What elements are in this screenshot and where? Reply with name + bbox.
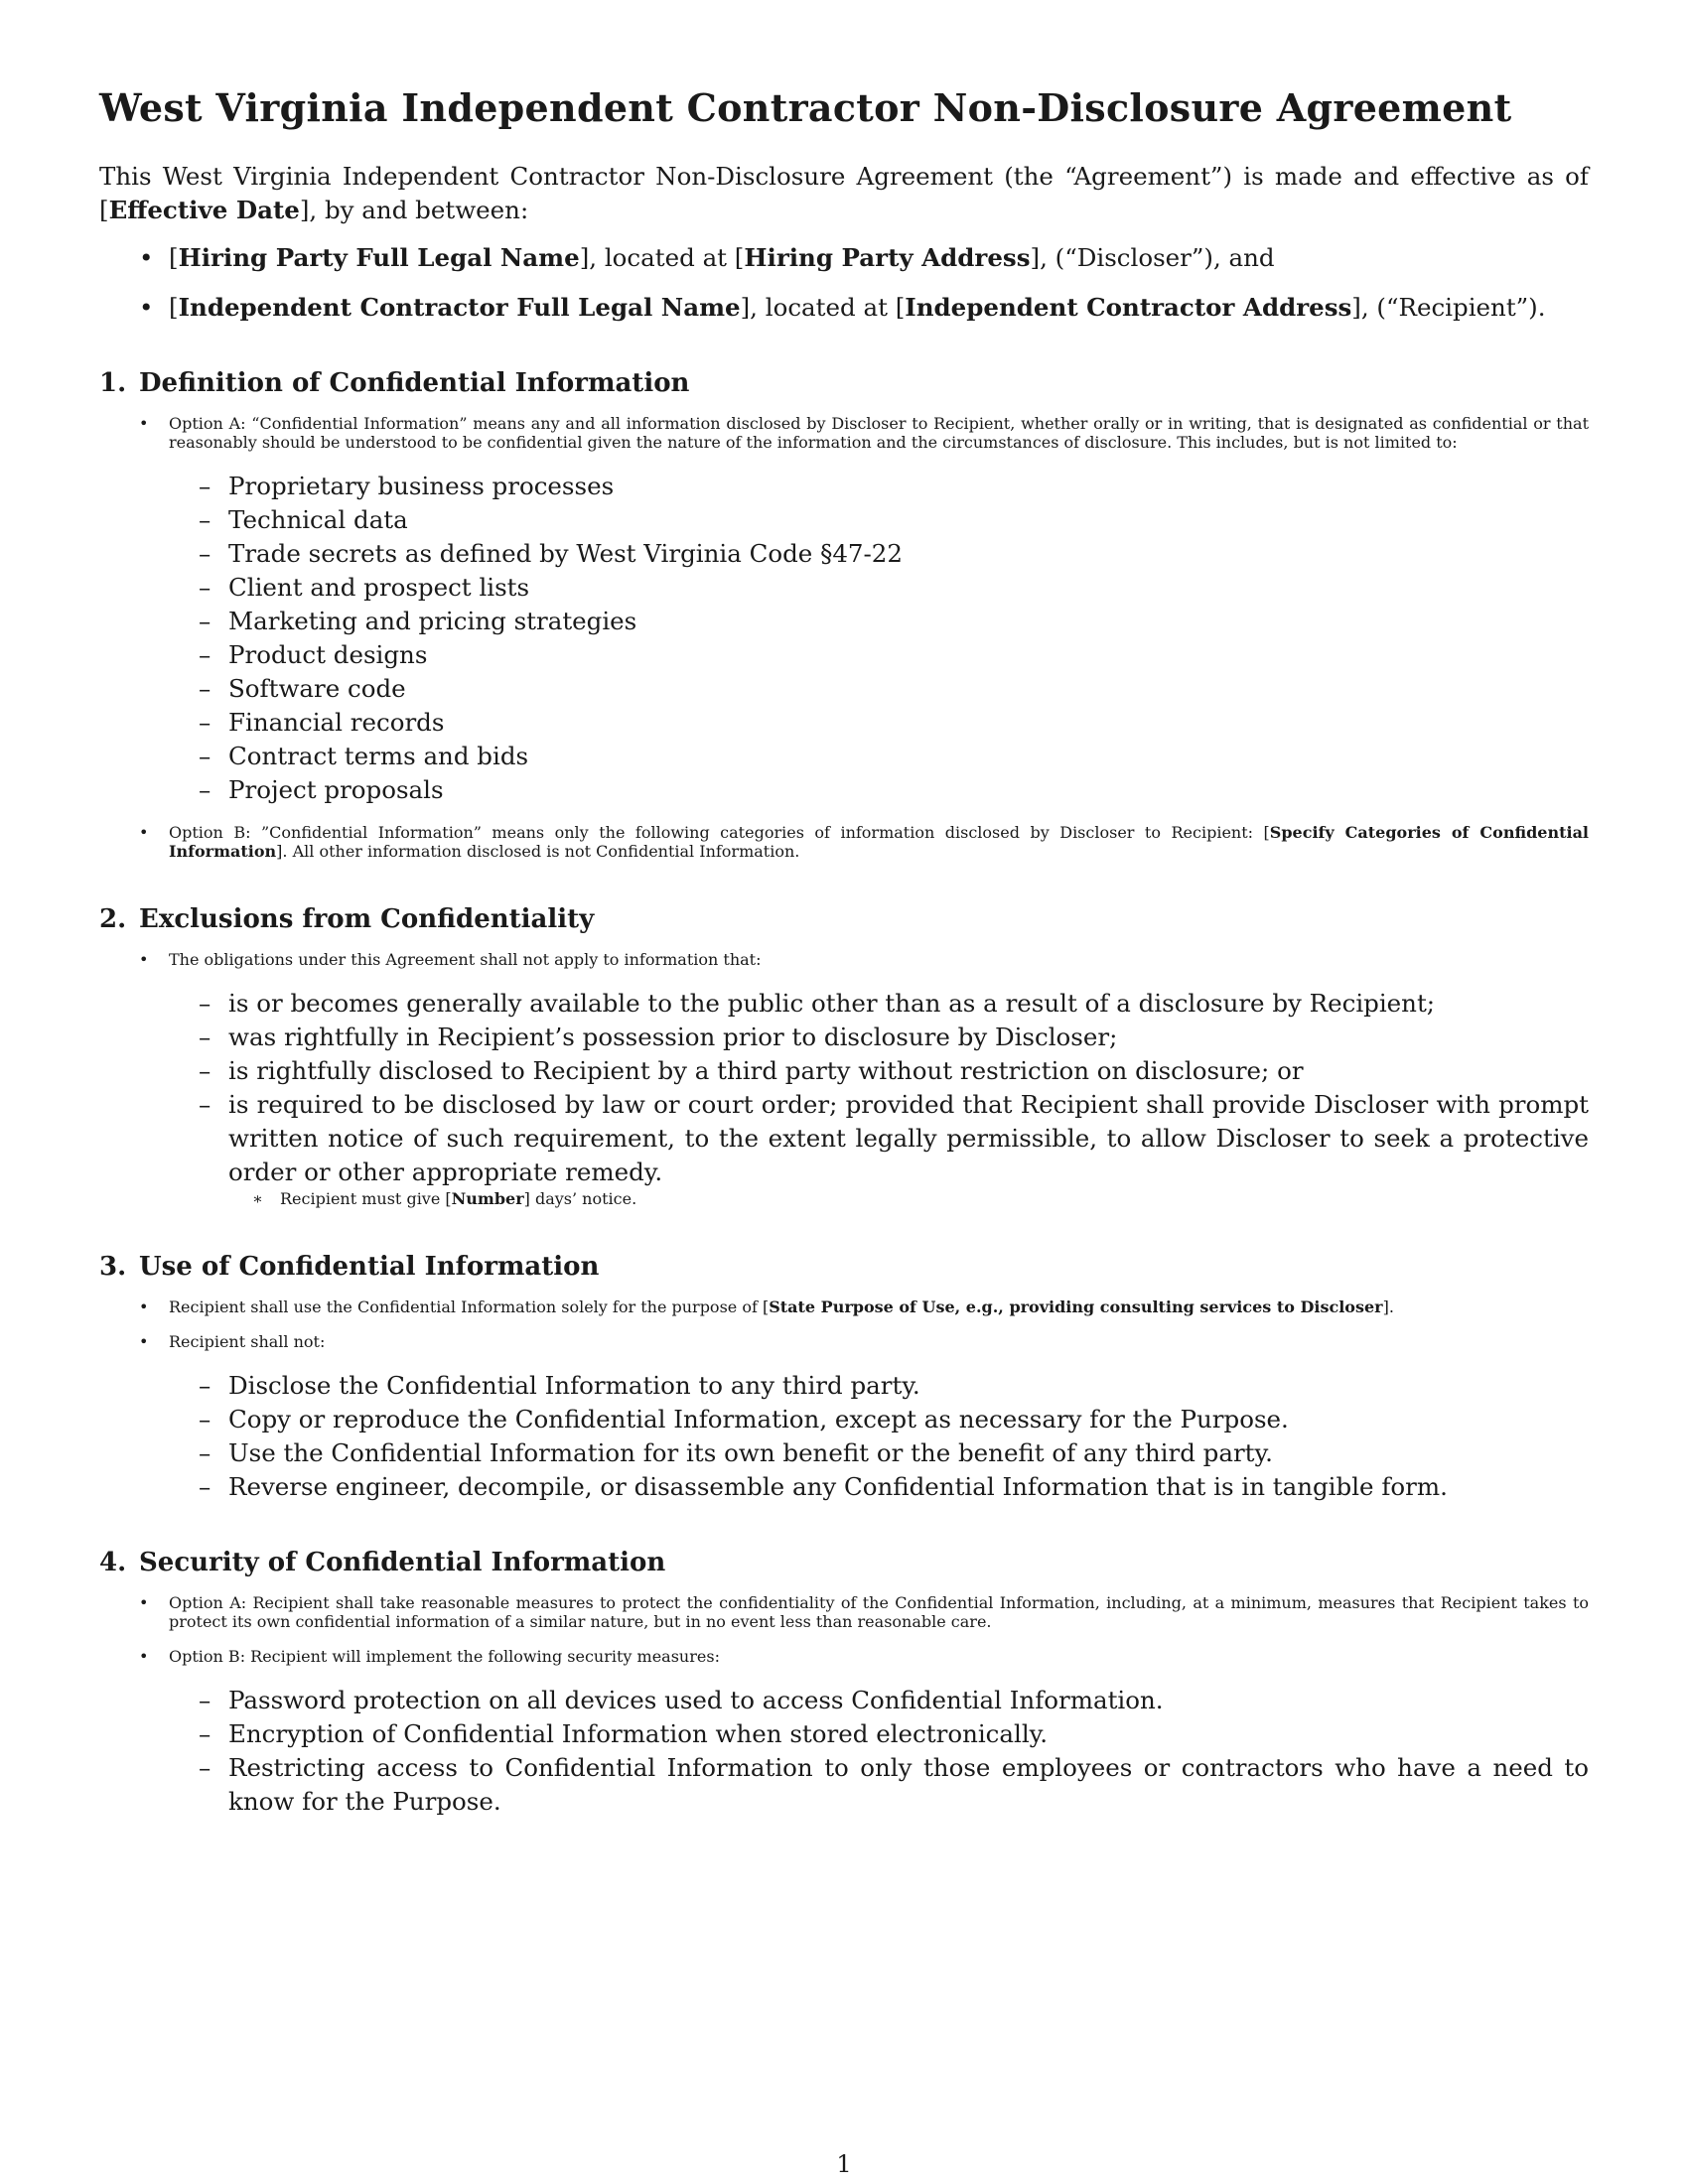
parties-list: [99, 241, 1589, 325]
list-item: – Software code: [99, 672, 1589, 706]
section-2-heading: 2. Exclusions from Confidentiality: [99, 904, 595, 934]
list-item: – Password protection on all devices used to access Confidential Information.: [99, 1684, 1589, 1717]
list-item: – Financial records: [99, 706, 1589, 740]
list-item: – Copy or reproduce the Confidential Information, except as necessary for the Purpose.: [99, 1403, 1589, 1436]
list-item: – Trade secrets as defined by West Virginia Code §47-22: [99, 537, 1589, 571]
page-number: 1: [836, 2150, 852, 2178]
section-2-lead: • The obligations under this Agreement shall not apply to information that:: [99, 950, 1589, 969]
list-item: – Product designs: [99, 638, 1589, 672]
list-item: – Proprietary business processes: [99, 470, 1589, 503]
section-4-items: [99, 1684, 1589, 1819]
intro-paragraph: This West Virginia Independent Contractor Non-Disclosure Agreement (the “Agreement”) is made and effective as of [Effective Date], by and between:: [99, 162, 1589, 224]
list-item: – is rightfully disclosed to Recipient by a third party without restriction on disclosure; or: [99, 1054, 1589, 1088]
section-1-option-b: • Option B: ”Confidential Information” means only the following categories of information disclosed by Discloser to Recipient: [Specify Categories of Confidential Information]. All other information disclosed is not Confidential Information.: [99, 823, 1589, 861]
section-3-purpose: • Recipient shall use the Confidential Information solely for the purpose of [State Purpose of Use, e.g., providing consulting services to Discloser].: [99, 1297, 1589, 1316]
hiring-party-address-placeholder: Hiring Party Address: [744, 243, 1031, 272]
list-item: – Marketing and pricing strategies: [99, 605, 1589, 638]
section-1-option-a: • Option A: “Confidential Information” means any and all information disclosed by Discloser to Recipient, whether orally or in writing, that is designated as confidential or that reasonably should be understood to be confidential given the nature of the information and the circumstances of disclosure. This includes, but is not limited to:: [99, 414, 1589, 452]
list-item: – Reverse engineer, decompile, or disassemble any Confidential Information that is in tangible form.: [99, 1470, 1589, 1504]
notice-days-item: ∗ Recipient must give [Number] days’ notice.: [99, 1189, 1589, 1208]
section-4-heading: 4. Security of Confidential Information: [99, 1548, 666, 1577]
notice-days-placeholder: Number: [451, 1189, 524, 1208]
purpose-placeholder: State Purpose of Use, e.g., providing consulting services to Discloser: [769, 1297, 1383, 1316]
section-1-items: [99, 470, 1589, 807]
categories-placeholder: Specify Categories of Confidential Information: [169, 823, 1590, 861]
section-2-items: [99, 987, 1589, 1208]
contractor-name-placeholder: Independent Contractor Full Legal Name: [178, 293, 741, 322]
list-item: – Disclose the Confidential Information to any third party.: [99, 1369, 1589, 1403]
list-item: – Client and prospect lists: [99, 571, 1589, 605]
section-4-option-a: • Option A: Recipient shall take reasonable measures to protect the confidentiality of the Confidential Information, including, at a minimum, measures that Recipient takes to protect its own confidential information of a similar nature, but in no event less than reasonable care.: [99, 1593, 1589, 1631]
party-recipient: • [Independent Contractor Full Legal Name], located at [Independent Contractor Address], (“Recipient”).: [99, 291, 1589, 325]
list-item: – Use the Confidential Information for its own benefit or the benefit of any third party.: [99, 1436, 1589, 1470]
document-page: [99, 85, 1589, 1835]
party-discloser: • [Hiring Party Full Legal Name], located at [Hiring Party Address], (“Discloser”), and: [99, 241, 1589, 275]
list-item: – Project proposals: [99, 773, 1589, 807]
list-item: – Restricting access to Confidential Information to only those employees or contractors who have a need to know for the Purpose.: [99, 1751, 1589, 1819]
list-item: – Technical data: [99, 503, 1589, 537]
section-4-option-b: • Option B: Recipient will implement the following security measures:: [99, 1647, 1589, 1666]
list-item: – is required to be disclosed by law or court order; provided that Recipient shall provide Discloser with prompt written notice of such requirement, to the extent legally permissible, to allow Discloser to seek a protective order or other appropriate remedy.: [99, 1088, 1589, 1189]
section-3-items: [99, 1369, 1589, 1504]
section-1-heading: 1. Definition of Confidential Information: [99, 368, 690, 398]
contractor-address-placeholder: Independent Contractor Address: [905, 293, 1352, 322]
hiring-party-name-placeholder: Hiring Party Full Legal Name: [178, 243, 580, 272]
list-item: – Encryption of Confidential Information when stored electronically.: [99, 1717, 1589, 1751]
section-3-heading: 3. Use of Confidential Information: [99, 1252, 600, 1282]
section-3-lead: • Recipient shall not:: [99, 1332, 1589, 1351]
list-item: – is or becomes generally available to the public other than as a result of a disclosure by Recipient;: [99, 987, 1589, 1021]
effective-date-placeholder: Effective Date: [108, 196, 300, 224]
document-title: West Virginia Independent Contractor Non-Disclosure Agreement: [99, 85, 1512, 130]
list-item: – Contract terms and bids: [99, 740, 1589, 773]
list-item: – was rightfully in Recipient’s possession prior to disclosure by Discloser;: [99, 1021, 1589, 1054]
